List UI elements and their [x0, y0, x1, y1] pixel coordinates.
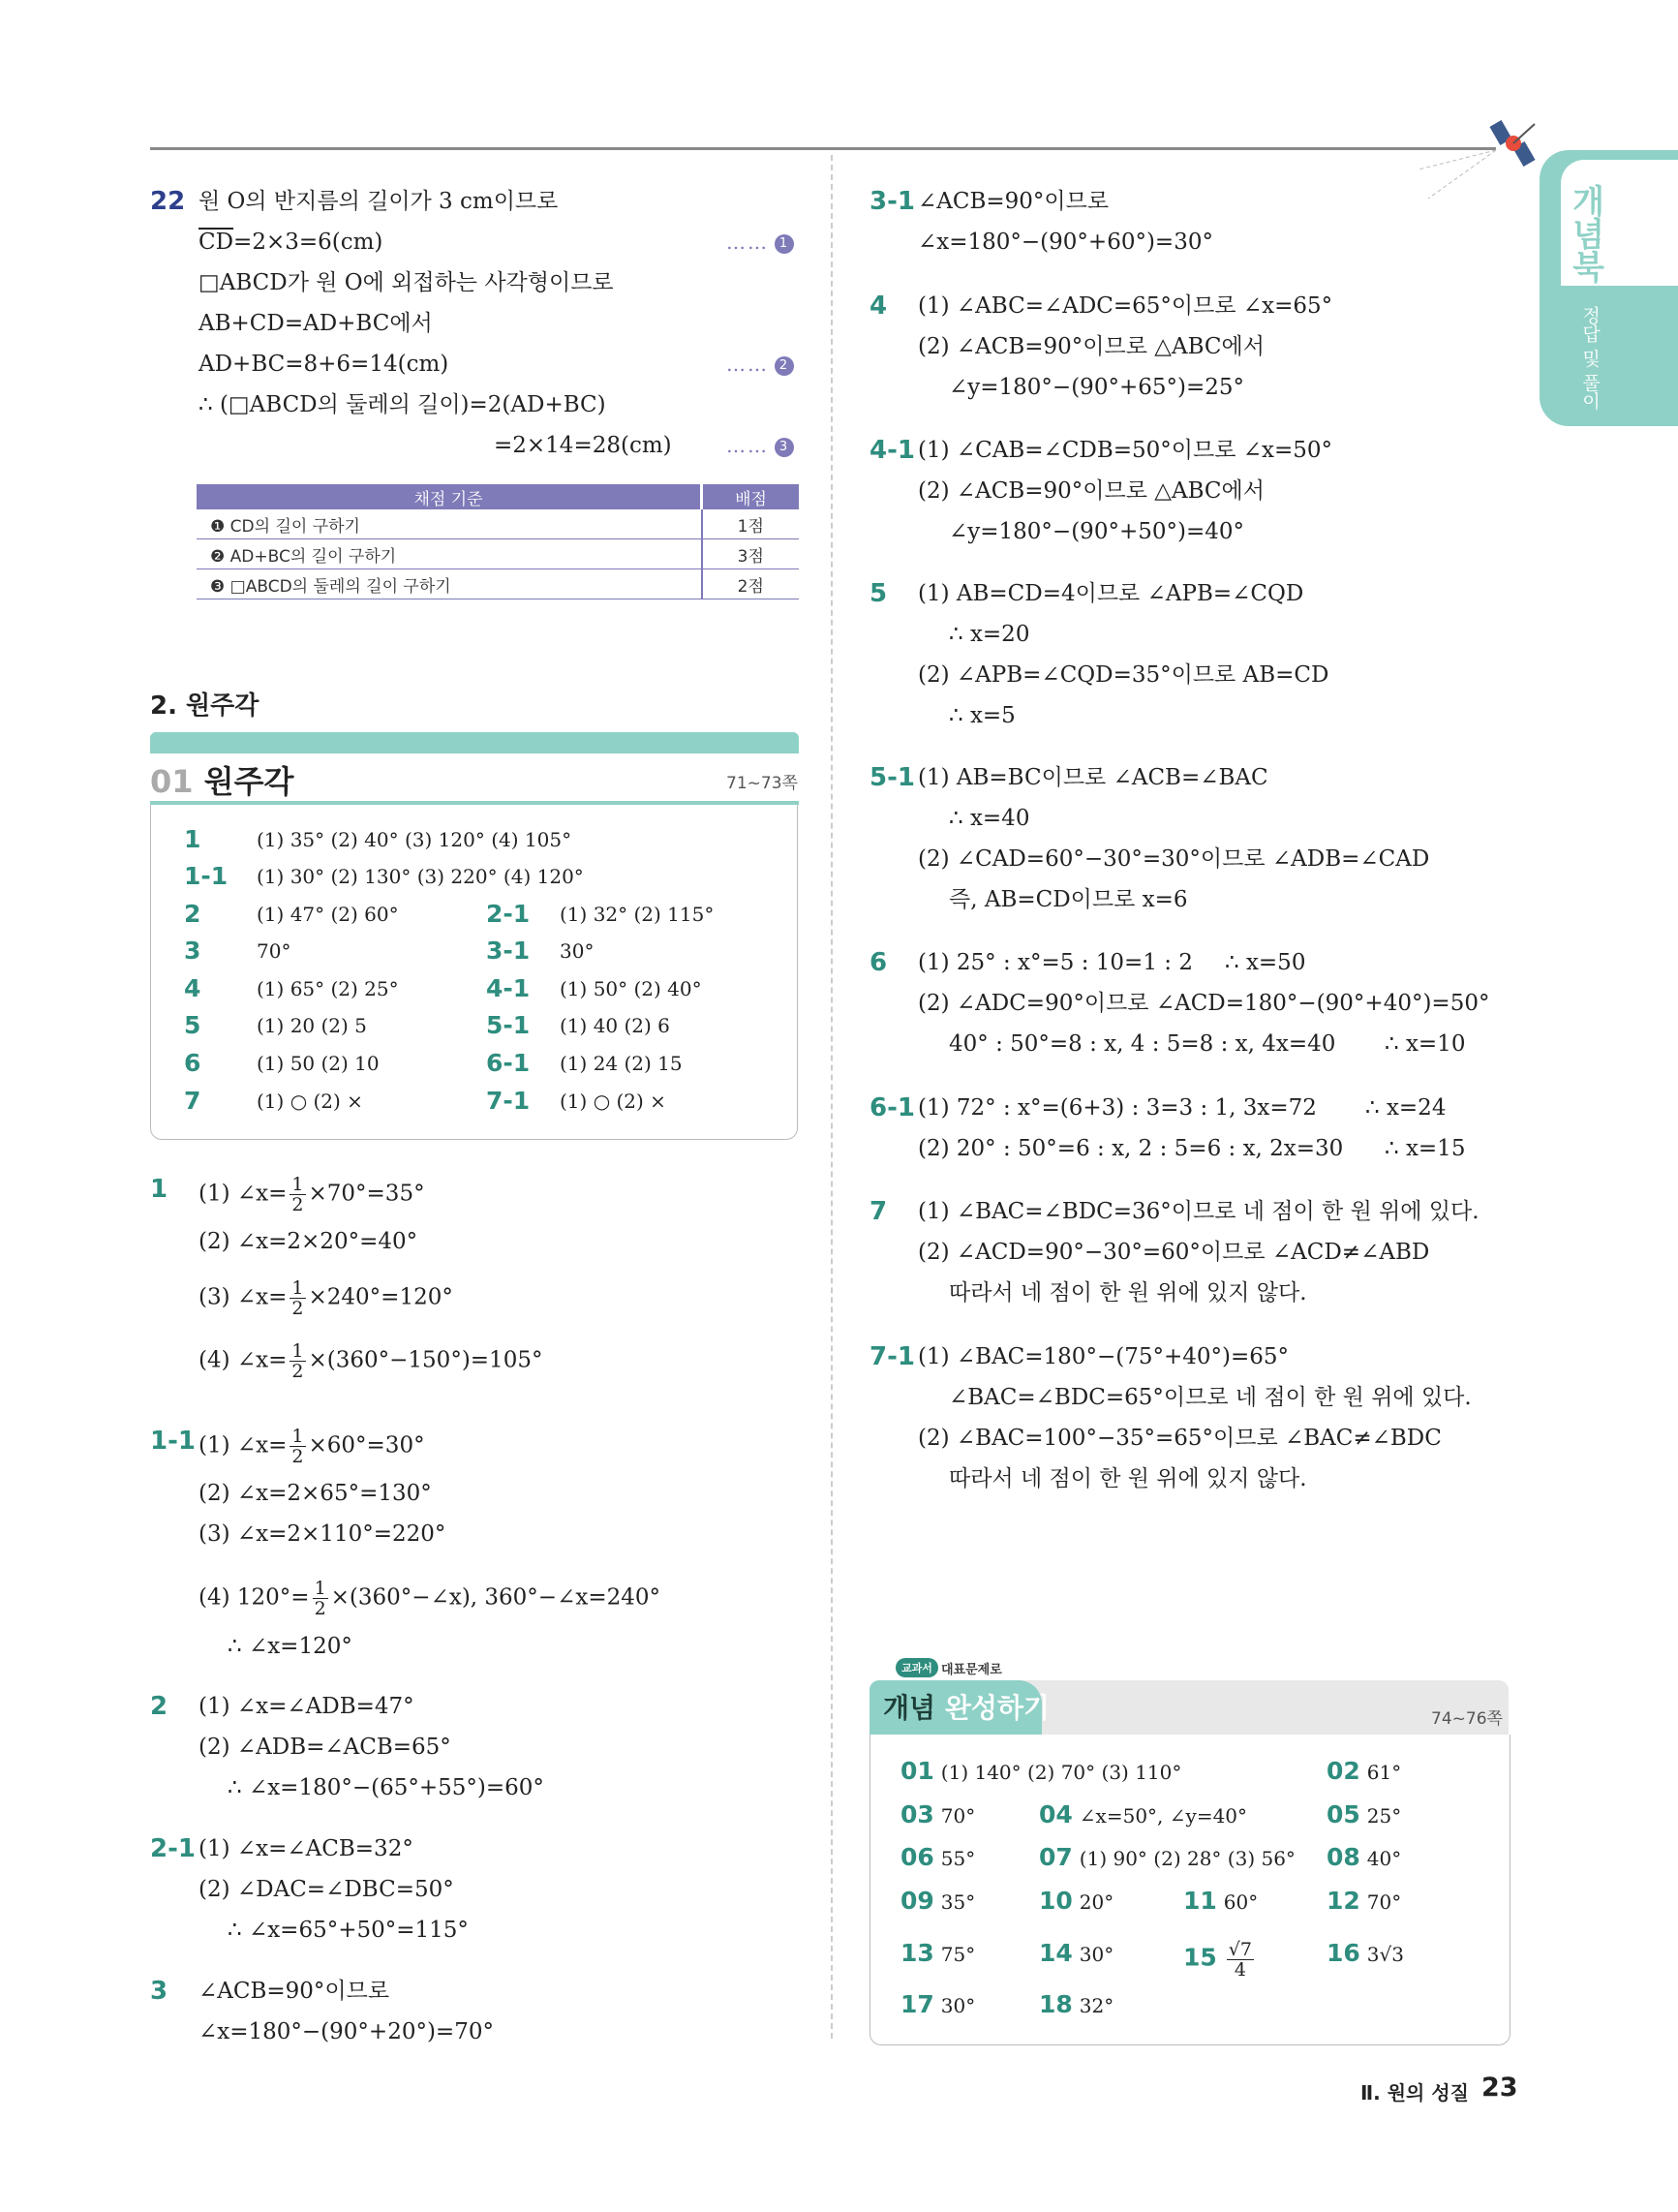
answer-key: 1 [184, 825, 201, 853]
answer-box-bar [150, 732, 799, 753]
answer-value: (1) 30° (2) 130° (3) 220° (4) 120° [257, 865, 584, 888]
answer-value: (1) 50° (2) 40° [560, 977, 702, 1000]
complete-item: 05 25° [1327, 1800, 1402, 1828]
sol61-b: (2) 20° : 50°=6 : x, 2 : 5=6 : x, 2x=30 [918, 1136, 1344, 1161]
sol2-number: 2 [150, 1692, 168, 1721]
answer-key: 4-1 [486, 974, 531, 1002]
sol3-a: ∠ACB=90°이므로 [198, 1979, 390, 2004]
complete-item: 04 ∠x=50°, ∠y=40° [1039, 1800, 1248, 1828]
sol51-b: ∴ x=40 [949, 806, 1030, 831]
q22-line2: $\overline{CD}=2\times 3=6(cm)$ [198, 230, 383, 255]
sol41-number: 4-1 [870, 436, 915, 465]
sol71-b: ∠BAC=∠BDC=65°이므로 네 점이 한 원 위에 있다. [949, 1385, 1472, 1410]
sol1-number: 1 [150, 1175, 168, 1204]
scoring-header-criteria: 채점 기준 [197, 484, 702, 509]
complete-item: 07 (1) 90° (2) 28° (3) 56° [1039, 1843, 1296, 1871]
q22-number: 22 [150, 187, 186, 216]
answer-box-pages: 71~73쪽 [726, 774, 798, 793]
table-row: ❶ CD의 길이 구하기 1점 [197, 509, 799, 539]
complete-item: 11 60° [1183, 1887, 1259, 1915]
answer-key: 6-1 [486, 1049, 531, 1077]
sol11-e: ∴ ∠x=120° [228, 1634, 352, 1659]
complete-item: 03 70° [900, 1800, 976, 1828]
complete-item: 09 35° [900, 1887, 976, 1915]
answer-value: 70° [257, 939, 291, 963]
sol7-b: (2) ∠ACD=90°−30°=60°이므로 ∠ACD≠∠ABD [918, 1240, 1430, 1265]
sol5-c: (2) ∠APB=∠CQD=35°이므로 AB=CD [918, 662, 1329, 688]
complete-item: 15 $\frac{√7}{4}$ [1183, 1939, 1252, 1981]
sol5-b: ∴ x=20 [949, 622, 1030, 647]
q22-line1: 원 O의 반지름의 길이가 3 cm이므로 [198, 189, 559, 214]
sol61-number: 6-1 [870, 1093, 915, 1122]
sol2-a: (1) ∠x=∠ADB=47° [198, 1694, 414, 1719]
sol1-a: (1) ∠x= $\frac{1}{2}$ ×70°=35° [198, 1174, 425, 1215]
sol4-c: ∠y=180°−(90°+65°)=25° [949, 375, 1244, 400]
sol6-c2: ∴ x=10 [1385, 1031, 1466, 1057]
sol7-c: 따라서 네 점이 한 원 위에 있지 않다. [949, 1280, 1307, 1306]
q22-line7: =2×14=28(cm) [494, 433, 672, 458]
sol51-d: 즉, AB=CD이므로 x=6 [949, 887, 1188, 912]
complete-item: 18 32° [1039, 1990, 1114, 2018]
answer-key: 5 [184, 1011, 201, 1039]
q22-line5: AD+BC=8+6=14(cm) [198, 352, 449, 377]
sol71-c: (2) ∠BAC=100°−35°=65°이므로 ∠BAC≠∠BDC [918, 1426, 1442, 1451]
sol6-a2: ∴ x=50 [1225, 950, 1306, 975]
column-divider [831, 155, 833, 2039]
scoring-header-points: 배점 [702, 484, 800, 509]
complete-item: 01 (1) 140° (2) 70° (3) 110° [900, 1757, 1182, 1785]
sol31-a: ∠ACB=90°이므로 [918, 189, 1110, 214]
page-number: 23 [1481, 2073, 1518, 2103]
answer-key: 6 [184, 1049, 201, 1077]
answer-value: (1) ○ (2) × [560, 1090, 666, 1113]
q22-dots1: …… 1 [726, 230, 794, 254]
sol41-c: ∠y=180°−(90°+50°)=40° [949, 519, 1244, 544]
sol21-b: (2) ∠DAC=∠DBC=50° [198, 1877, 454, 1902]
sol21-number: 2-1 [150, 1834, 196, 1863]
sol3-number: 3 [150, 1977, 168, 2006]
answer-key: 5-1 [486, 1011, 531, 1039]
complete-item: 08 40° [1327, 1843, 1402, 1871]
complete-item: 12 70° [1327, 1887, 1402, 1915]
sol6-c: 40° : 50°=8 : x, 4 : 5=8 : x, 4x=40 [949, 1031, 1336, 1057]
sol11-number: 1-1 [150, 1427, 196, 1456]
q22-line4: AB+CD=AD+BC에서 [198, 311, 433, 336]
complete-title: 개념 완성하기 [883, 1692, 1051, 1724]
sol71-a: (1) ∠BAC=180°−(75°+40°)=65° [918, 1344, 1290, 1369]
answer-key: 7 [184, 1087, 201, 1115]
q22-line6: ∴ (□ABCD의 둘레의 길이)=2(AD+BC) [198, 392, 606, 417]
sol2-c: ∴ ∠x=180°−(65°+55°)=60° [228, 1775, 544, 1800]
answer-box [150, 805, 798, 1140]
table-row: ❸ □ABCD의 둘레의 길이 구하기 2점 [197, 569, 799, 599]
sol1-c: (3) ∠x= $\frac{1}{2}$ ×240°=120° [198, 1277, 453, 1319]
sol4-number: 4 [870, 292, 888, 321]
sol41-b: (2) ∠ACB=90°이므로 △ABC에서 [918, 478, 1265, 504]
q22-line3: □ABCD가 원 O에 외접하는 사각형이므로 [198, 270, 614, 295]
sol11-d: (4) 120°= $\frac{1}{2}$ ×(360°−∠x), 360°−∠x=240° [198, 1578, 660, 1619]
sol51-a: (1) AB=BC이므로 ∠ACB=∠BAC [918, 765, 1268, 790]
complete-tag1: 교과서 [896, 1658, 938, 1677]
sol31-number: 3-1 [870, 187, 915, 216]
complete-item: 14 30° [1039, 1939, 1114, 1967]
table-row: ❷ AD+BC의 길이 구하기 3점 [197, 539, 799, 569]
sol11-b: (2) ∠x=2×65°=130° [198, 1481, 432, 1506]
sol71-number: 7-1 [870, 1342, 915, 1371]
section-title: 2. 원주각 [150, 691, 259, 721]
sol4-b: (2) ∠ACB=90°이므로 △ABC에서 [918, 334, 1265, 359]
answer-key: 4 [184, 974, 201, 1002]
sol7-number: 7 [870, 1197, 888, 1226]
answer-value: (1) ○ (2) × [257, 1090, 363, 1113]
complete-tag2: 대표문제로 [941, 1663, 1002, 1677]
sol5-d: ∴ x=5 [949, 703, 1016, 728]
complete-item: 02 61° [1327, 1757, 1402, 1785]
answer-value: (1) 35° (2) 40° (3) 120° (4) 105° [257, 828, 572, 851]
sol2-b: (2) ∠ADB=∠ACB=65° [198, 1735, 451, 1760]
side-tab-main: 개념북 [1566, 184, 1604, 283]
answer-box-title: 01 원주각 [150, 763, 294, 800]
answer-value: (1) 20 (2) 5 [257, 1014, 367, 1037]
sol6-number: 6 [870, 948, 888, 977]
complete-item: 10 20° [1039, 1887, 1114, 1915]
answer-value: 30° [560, 939, 595, 963]
sol11-a: (1) ∠x= $\frac{1}{2}$ ×60°=30° [198, 1426, 425, 1467]
complete-pages: 74~76쪽 [1431, 1709, 1503, 1729]
complete-item: 17 30° [900, 1990, 976, 2018]
answer-key: 2 [184, 900, 201, 928]
sol5-number: 5 [870, 579, 888, 608]
top-rule [150, 147, 1496, 150]
answer-value: (1) 50 (2) 10 [257, 1052, 380, 1075]
sol6-a: (1) 25° : x°=5 : 10=1 : 2 [918, 950, 1193, 975]
sol51-c: (2) ∠CAD=60°−30°=30°이므로 ∠ADB=∠CAD [918, 846, 1430, 872]
sol21-a: (1) ∠x=∠ACB=32° [198, 1836, 413, 1861]
answer-key: 2-1 [486, 900, 531, 928]
sol31-b: ∠x=180°−(90°+60°)=30° [918, 230, 1213, 255]
scoring-table [197, 484, 799, 599]
sol41-a: (1) ∠CAB=∠CDB=50°이므로 ∠x=50° [918, 438, 1333, 463]
sol6-b: (2) ∠ADC=90°이므로 ∠ACD=180°−(90°+40°)=50° [918, 991, 1490, 1016]
sol61-a: (1) 72° : x°=(6+3) : 3=3 : 1, 3x=72 [918, 1095, 1317, 1121]
sol1-d: (4) ∠x= $\frac{1}{2}$ ×(360°−150°)=105° [198, 1340, 543, 1382]
signal-lines [1414, 145, 1501, 203]
answer-value: (1) 24 (2) 15 [560, 1052, 683, 1075]
sol21-c: ∴ ∠x=65°+50°=115° [228, 1918, 469, 1943]
q22-dots3: …… 3 [726, 434, 794, 457]
sol5-a: (1) AB=CD=4이므로 ∠APB=∠CQD [918, 581, 1304, 606]
sol11-c: (3) ∠x=2×110°=220° [198, 1521, 446, 1547]
sol1-b: (2) ∠x=2×20°=40° [198, 1229, 418, 1254]
answer-value: (1) 65° (2) 25° [257, 977, 399, 1000]
sol61-a2: ∴ x=24 [1365, 1095, 1447, 1121]
q22-dots2: …… 2 [726, 353, 794, 376]
answer-key: 7-1 [486, 1087, 531, 1115]
sol61-b2: ∴ x=15 [1385, 1136, 1466, 1161]
footer-chapter: Ⅱ. 원의 성질 [1360, 2081, 1469, 2104]
sol3-b: ∠x=180°−(90°+20°)=70° [198, 2019, 494, 2044]
complete-item: 13 75° [900, 1939, 976, 1967]
answer-key: 1-1 [184, 862, 229, 890]
answer-value: (1) 47° (2) 60° [257, 903, 399, 926]
sol51-number: 5-1 [870, 763, 915, 792]
sol71-d: 따라서 네 점이 한 원 위에 있지 않다. [949, 1466, 1307, 1491]
complete-item: 16 3√3 [1327, 1939, 1404, 1967]
answer-key: 3-1 [486, 937, 531, 965]
side-tab-sub: 정답 및 풀이 [1579, 306, 1601, 411]
sol4-a: (1) ∠ABC=∠ADC=65°이므로 ∠x=65° [918, 293, 1333, 319]
answer-value: (1) 40 (2) 6 [560, 1014, 670, 1037]
answer-key: 3 [184, 937, 201, 965]
sol7-a: (1) ∠BAC=∠BDC=36°이므로 네 점이 한 원 위에 있다. [918, 1199, 1480, 1224]
answer-value: (1) 32° (2) 115° [560, 903, 715, 926]
complete-item: 06 55° [900, 1843, 976, 1871]
